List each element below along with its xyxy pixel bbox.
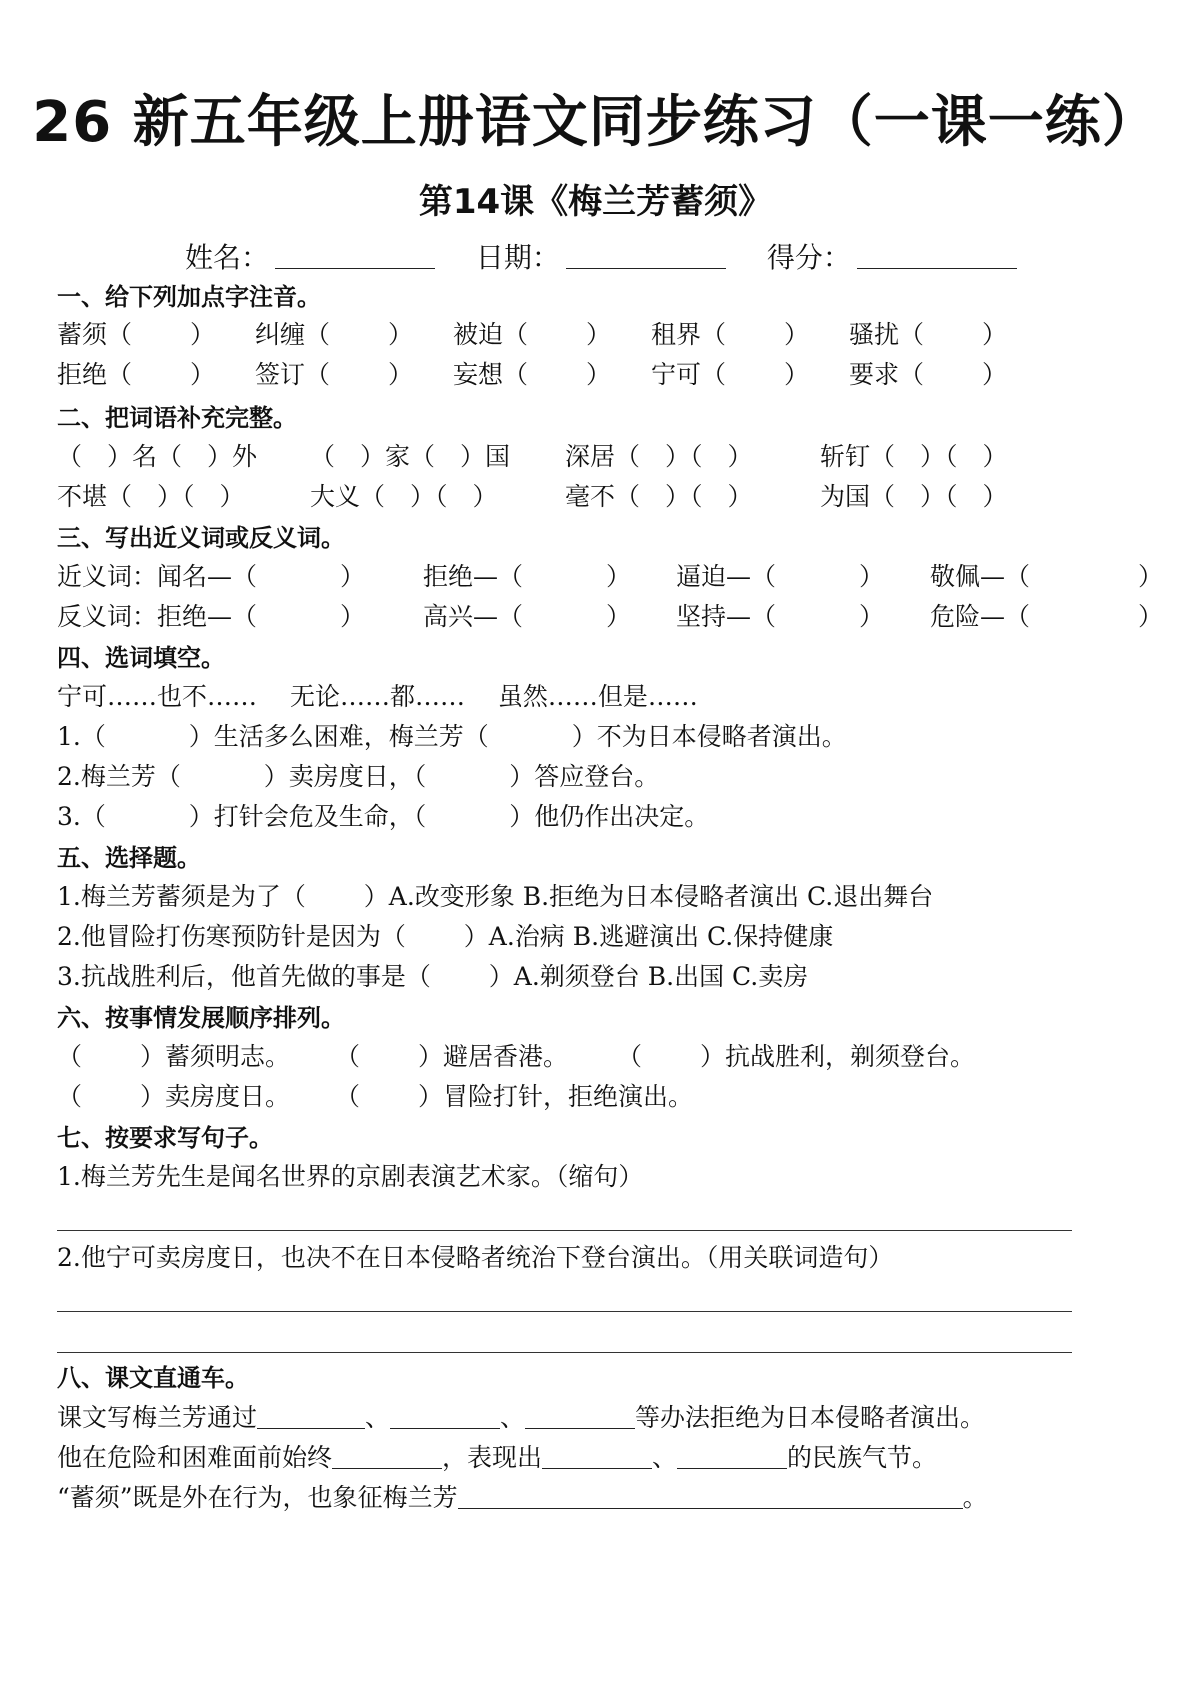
sentence-question: 1.梅兰芳先生是闻名世界的京剧表演艺术家。（缩句）: [57, 1162, 644, 1191]
pinyin-item[interactable]: 租界（ ）: [651, 320, 809, 349]
date-label: 日期：: [475, 241, 560, 274]
synonym-item[interactable]: 敬佩—（ ）: [930, 562, 1163, 591]
summary-text: 。: [962, 1483, 988, 1512]
choice-question[interactable]: 3.抗战胜利后，他首先做的事是（ ）A.剃须登台 B.出国 C.卖房: [57, 962, 809, 991]
synonym-item[interactable]: 逼迫—（ ）: [676, 562, 884, 591]
fill-blank-question[interactable]: 1.（ ）生活多么困难，梅兰芳（ ）不为日本侵略者演出。: [57, 722, 847, 751]
order-item[interactable]: （ ）避居香港。: [335, 1042, 568, 1071]
summary-text: “蓄须”既是外在行为，也象征梅兰芳: [57, 1483, 458, 1512]
synonym-item[interactable]: 拒绝—（ ）: [423, 562, 631, 591]
date-field[interactable]: [566, 246, 726, 269]
pinyin-item[interactable]: 被迫（ ）: [453, 320, 611, 349]
pinyin-item[interactable]: 拒绝（ ）: [57, 360, 215, 389]
antonym-item[interactable]: 高兴—（ ）: [423, 602, 631, 631]
lesson-title: 第14课《梅兰芳蓄须》: [418, 182, 773, 222]
summary-line-3: [57, 1483, 988, 1513]
order-item[interactable]: （ ）卖房度日。: [57, 1082, 290, 1111]
choice-question[interactable]: 2.他冒险打伤寒预防针是因为（ ）A.治病 B.逃避演出 C.保持健康: [57, 922, 834, 951]
pinyin-item[interactable]: 骚扰（ ）: [849, 320, 1007, 349]
section-4-heading: 四、选词填空。: [57, 644, 225, 672]
pinyin-item[interactable]: 要求（ ）: [849, 360, 1007, 389]
section-1-heading: 一、给下列加点字注音。: [57, 283, 321, 311]
idiom-item[interactable]: 斩钉（ ）（ ）: [820, 442, 1008, 471]
idiom-item[interactable]: 大义（ ）（ ）: [310, 482, 498, 511]
pinyin-item[interactable]: 妄想（ ）: [453, 360, 611, 389]
fill-blank-question[interactable]: 3.（ ）打针会危及生命，（ ）他仍作出决定。: [57, 802, 710, 831]
name-field[interactable]: [275, 246, 435, 269]
idiom-item[interactable]: 不堪（ ）（ ）: [57, 482, 245, 511]
pinyin-item[interactable]: 宁可（ ）: [651, 360, 809, 389]
name-label: 姓名：: [185, 241, 270, 274]
antonym-item[interactable]: 危险—（ ）: [930, 602, 1163, 631]
idiom-item[interactable]: （ ）名（ ）外: [57, 442, 258, 471]
idiom-item[interactable]: 毫不（ ）（ ）: [565, 482, 753, 511]
separator: 、: [500, 1403, 526, 1432]
order-item[interactable]: （ ）冒险打针，拒绝演出。: [335, 1082, 693, 1111]
idiom-item[interactable]: 为国（ ）（ ）: [820, 482, 1008, 511]
answer-line[interactable]: [57, 1352, 1072, 1353]
student-info-row: [185, 236, 1049, 276]
separator: 、: [652, 1443, 678, 1472]
idiom-item[interactable]: （ ）家（ ）国: [310, 442, 511, 471]
pinyin-item[interactable]: 蓄须（ ）: [57, 320, 215, 349]
choice-question[interactable]: 1.梅兰芳蓄须是为了（ ）A.改变形象 B.拒绝为日本侵略者演出 C.退出舞台: [57, 882, 934, 911]
summary-text: 的民族气节。: [787, 1443, 938, 1472]
summary-text: ，表现出: [442, 1443, 543, 1472]
summary-text: 课文写梅兰芳通过: [57, 1403, 258, 1432]
separator: 、: [365, 1403, 391, 1432]
score-label: 得分：: [766, 241, 851, 274]
blank-field[interactable]: [390, 1406, 500, 1429]
sentence-question: 2.他宁可卖房度日，也决不在日本侵略者统治下登台演出。（用关联词造句）: [57, 1243, 894, 1272]
section-2-heading: 二、把词语补充完整。: [57, 404, 297, 432]
blank-field[interactable]: [525, 1406, 635, 1429]
page-title: 26 新五年级上册语文同步练习（一课一练）: [32, 90, 1159, 155]
blank-field[interactable]: [542, 1446, 652, 1469]
answer-line[interactable]: [57, 1311, 1072, 1312]
section-6-heading: 六、按事情发展顺序排列。: [57, 1004, 345, 1032]
section-3-heading: 三、写出近义词或反义词。: [57, 524, 345, 552]
order-item[interactable]: （ ）抗战胜利，剃须登台。: [617, 1042, 975, 1071]
answer-line[interactable]: [57, 1230, 1072, 1231]
blank-field[interactable]: [458, 1486, 963, 1509]
idiom-item[interactable]: 深居（ ）（ ）: [565, 442, 753, 471]
summary-line-2: [57, 1443, 937, 1473]
section-8-heading: 八、课文直通车。: [57, 1364, 249, 1392]
summary-text: 他在危险和困难面前始终: [57, 1443, 333, 1472]
summary-text: 等办法拒绝为日本侵略者演出。: [635, 1403, 986, 1432]
order-item[interactable]: （ ）蓄须明志。: [57, 1042, 290, 1071]
section-5-heading: 五、选择题。: [57, 844, 201, 872]
section-7-heading: 七、按要求写句子。: [57, 1124, 273, 1152]
synonym-item[interactable]: 近义词：闻名—（ ）: [57, 562, 365, 591]
antonym-item[interactable]: 反义词：拒绝—（ ）: [57, 602, 365, 631]
fill-blank-question[interactable]: 2.梅兰芳（ ）卖房度日，（ ）答应登台。: [57, 762, 660, 791]
blank-field[interactable]: [257, 1406, 365, 1429]
pinyin-item[interactable]: 纠缠（ ）: [255, 320, 413, 349]
pinyin-item[interactable]: 签订（ ）: [255, 360, 413, 389]
summary-line-1: [57, 1403, 985, 1433]
antonym-item[interactable]: 坚持—（ ）: [676, 602, 884, 631]
score-field[interactable]: [857, 246, 1017, 269]
blank-field[interactable]: [677, 1446, 787, 1469]
blank-field[interactable]: [332, 1446, 442, 1469]
word-bank: 宁可……也不…… 无论……都…… 虽然……但是……: [57, 682, 698, 711]
